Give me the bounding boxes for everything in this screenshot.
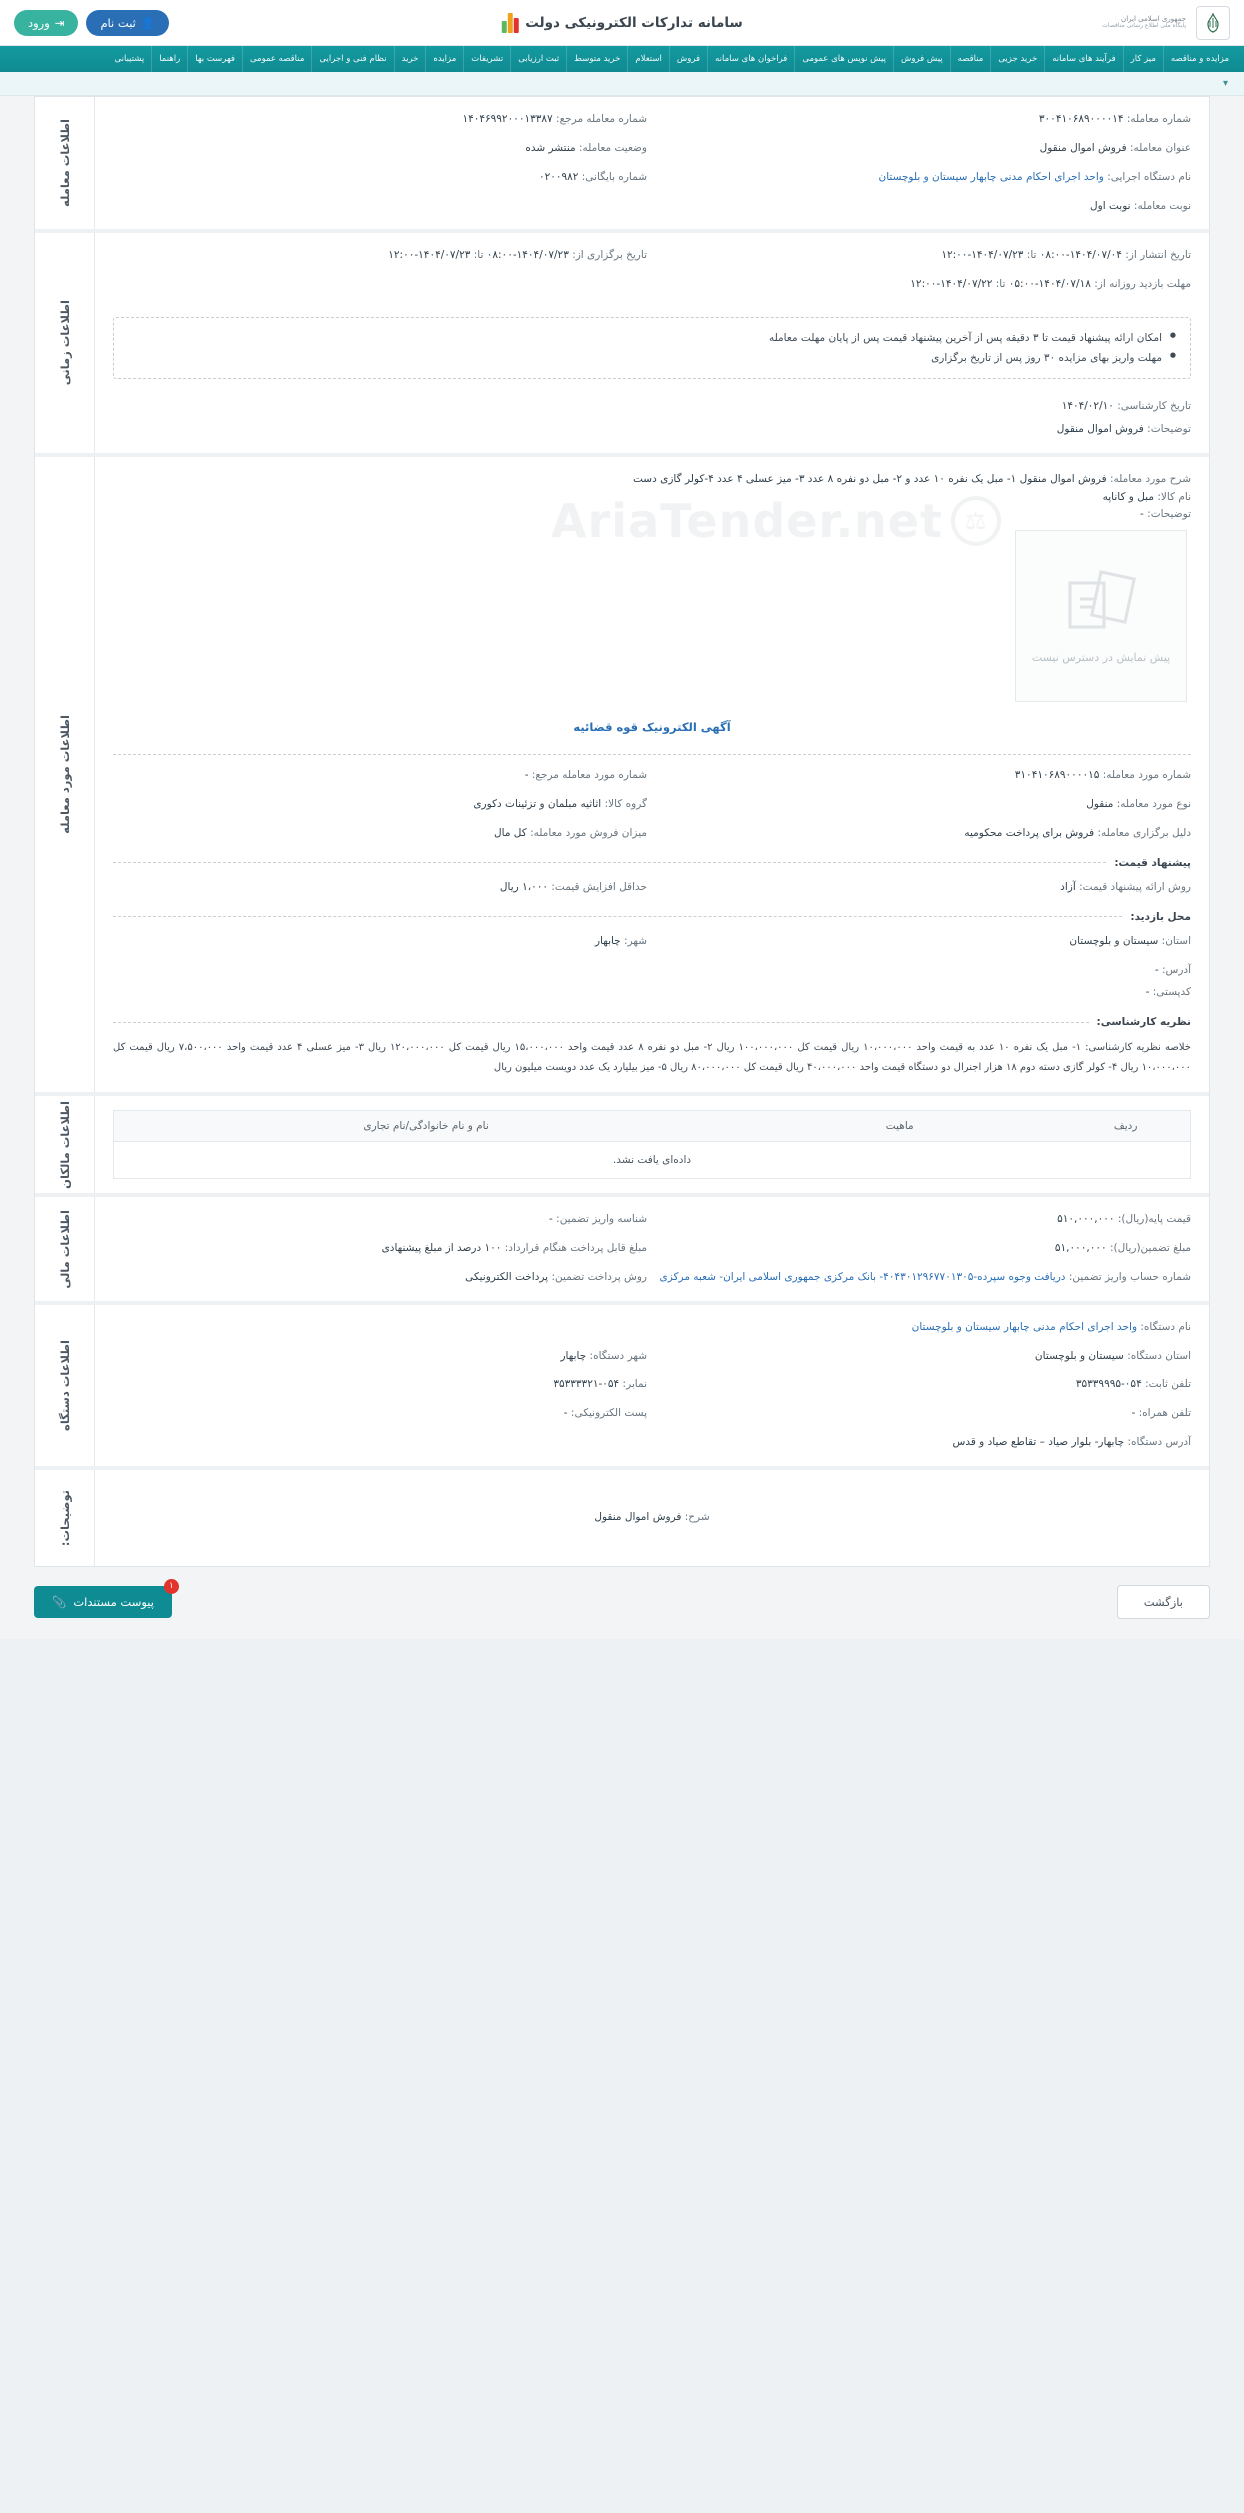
value: فروش اموال منقول — [594, 1511, 682, 1524]
iran-emblem-svg — [1204, 13, 1222, 33]
label: پست الکترونیکی: — [570, 1407, 647, 1420]
divider — [113, 862, 1106, 863]
field-ref-number — [113, 111, 647, 129]
field-deal-title — [657, 140, 1191, 158]
label: حداقل افزایش قیمت: — [551, 880, 647, 893]
value: چابهار- بلوار صیاد – تقاطع صیاد و قدس — [952, 1436, 1125, 1449]
price-offer-title: پیشنهاد قیمت: — [1114, 856, 1191, 869]
label: تلفن ثابت: — [1145, 1378, 1191, 1391]
nav-item-18[interactable]: راهنما — [151, 46, 187, 72]
value: ۱۴۰۴/۰۷/۱۸-۰۵:۰۰ — [1008, 278, 1091, 291]
nav-item-1[interactable]: میز کار — [1123, 46, 1163, 72]
nav-item-16[interactable]: مناقصه عمومی — [242, 46, 311, 72]
field-hold-from — [113, 247, 647, 265]
label: تاریخ کارشناسی: — [1117, 400, 1191, 413]
field-goods-group — [113, 796, 647, 814]
brand-title: سامانه تدارکات الکترونیکی دولت — [525, 14, 743, 31]
auction-gavel-icon — [1062, 569, 1140, 643]
remarks-body — [95, 1470, 1209, 1566]
field-archive-number — [113, 169, 647, 187]
watermark-circle-icon: ⚖ — [951, 496, 1001, 546]
value: نوبت اول — [1090, 199, 1131, 212]
expert-opinion-heading — [113, 1016, 1191, 1028]
section-financial — [35, 1197, 1209, 1305]
label: گروه کالا: — [604, 798, 647, 811]
value: فروش اموال منقول ۱- مبل یک نفره ۱۰ عدد و ۲- مبل دو نفره ۸ عدد ۳- میز عسلی ۴ عدد ۴-کولر گازی دست — [633, 472, 1107, 485]
field-base-price — [657, 1211, 1191, 1229]
label: مبلغ تضمین(ریال): — [1109, 1242, 1191, 1255]
section-deal-info — [35, 97, 1209, 233]
label: دلیل برگزاری معامله: — [1097, 826, 1191, 839]
value: اثاثیه مبلمان و تزئینات دکوری — [473, 798, 602, 811]
attach-label: پیوست مستندات — [73, 1594, 154, 1609]
field-deposit-id — [113, 1211, 647, 1229]
visit-title: محل بازدید: — [1130, 910, 1191, 923]
field-subject-type — [657, 796, 1191, 814]
label: شماره مورد معامله مرجع: — [531, 769, 647, 782]
detail-panel — [34, 96, 1210, 1567]
col-name: نام و نام خانوادگی/نام تجاری — [114, 1111, 739, 1142]
paperclip-icon: 📎 — [52, 1594, 67, 1609]
label: نام کالا: — [1157, 490, 1191, 503]
section-deal-subject — [35, 457, 1209, 1096]
field-subject-number — [657, 767, 1191, 785]
label-text: اطلاعات مالی — [57, 1209, 72, 1289]
nav-item-11[interactable]: ثبت ارزیابی — [510, 46, 566, 72]
sub-header-strip — [0, 72, 1244, 96]
value: کل مال — [494, 826, 527, 839]
field-agency-title — [657, 1319, 1191, 1337]
field-visit-deadline — [657, 276, 1191, 294]
section-label-remarks — [35, 1470, 95, 1566]
nav-item-0[interactable]: مزایده و مناقصه — [1163, 46, 1236, 72]
setadiran-logo-icon — [501, 13, 518, 33]
visit-grid — [113, 933, 1191, 1003]
preview-placeholder — [1015, 530, 1187, 702]
value: مبل و کاناپه — [1102, 490, 1154, 503]
value: ۵۱۰,۰۰۰,۰۰۰ — [1057, 1213, 1115, 1226]
field-agency-fax — [113, 1376, 647, 1394]
watermark-text: AriaTender.net — [551, 494, 943, 549]
agency-body — [95, 1305, 1209, 1466]
price-grid — [113, 879, 1191, 897]
section-label-deal-subject — [35, 457, 95, 1092]
label-text: توضیحات: — [57, 1489, 72, 1546]
value: ۰۵۴-۳۵۳۳۳۳۲۱ — [553, 1378, 620, 1391]
field-subject-ref-number — [113, 767, 647, 785]
label: شهر دستگاه: — [589, 1349, 647, 1362]
time-notices — [113, 317, 1191, 379]
value: واحد اجرای احکام مدنی چابهار سیستان و بلوچستان — [911, 1320, 1138, 1333]
value: - — [524, 769, 529, 782]
label: نام دستگاه اجرایی: — [1107, 170, 1191, 183]
field-agency-province — [657, 1348, 1191, 1366]
label: آدرس دستگاه: — [1127, 1436, 1191, 1449]
login-label: ورود — [28, 15, 50, 30]
value: واحد اجرای احکام مدنی چابهار سیستان و بلوچستان — [878, 170, 1104, 183]
field-remarks — [594, 1509, 709, 1527]
preview-text: پیش نمایش در دسترس نیست — [1031, 650, 1171, 664]
nav-item-2[interactable]: فرآیند های سامانه — [1044, 46, 1122, 72]
label-text: اطلاعات زمانی — [57, 300, 72, 386]
login-arrow-icon: ⇥ — [54, 15, 65, 30]
time-info-grid — [113, 247, 1191, 438]
section-agency — [35, 1305, 1209, 1470]
field-visit-city — [113, 933, 647, 951]
nav-item-6[interactable]: پیش نویس های عمومی — [794, 46, 893, 72]
field-publish-from — [657, 247, 1191, 265]
field-agency-city — [113, 1348, 647, 1366]
field-deal-round — [657, 198, 1191, 216]
divider — [113, 916, 1122, 917]
section-remarks — [35, 1470, 1209, 1566]
label: شهر: — [624, 934, 647, 947]
label: کدپستی: — [1152, 986, 1191, 999]
label: تاریخ برگزاری از: — [572, 249, 647, 262]
section-label-agency — [35, 1305, 95, 1466]
value: چابهار — [594, 934, 621, 947]
divider — [113, 1022, 1089, 1023]
label: نوبت معامله: — [1133, 199, 1191, 212]
label: توضیحات: — [1147, 422, 1191, 435]
deal-info-body — [95, 97, 1209, 229]
notice-item-1: ● مهلت واریز بهای مزایده ۳۰ روز پس از تاریخ برگزاری — [128, 348, 1176, 368]
separator — [113, 754, 1191, 755]
field-subject-description — [113, 471, 1191, 489]
attachment-count-badge: ۱ — [164, 1579, 179, 1594]
value: سیستان و بلوچستان — [1034, 1349, 1124, 1362]
section-owners — [35, 1096, 1209, 1197]
label: مبلغ قابل پرداخت هنگام قرارداد: — [504, 1242, 647, 1255]
nav-item-8[interactable]: فروش — [669, 46, 707, 72]
field-deal-status — [113, 140, 647, 158]
value: ۱۴۰۴/۰۲/۱۰ — [1061, 400, 1114, 413]
owners-table — [113, 1110, 1191, 1179]
field-agency-name — [657, 169, 1191, 187]
table-header-row — [114, 1111, 1191, 1142]
value: ۰۲۰۰۹۸۲ — [538, 170, 579, 183]
value: منقول — [1086, 798, 1114, 811]
value: ۳۱۰۴۱۰۶۸۹۰۰۰۰۱۵ — [1014, 769, 1100, 782]
section-time-info — [35, 233, 1209, 456]
value: منتشر شده — [525, 141, 576, 154]
label: قیمت پایه(ریال): — [1117, 1213, 1191, 1226]
value: آزاد — [1060, 880, 1076, 893]
section-label-owners — [35, 1096, 95, 1193]
label-to: تا: — [995, 278, 1006, 291]
value: ۱۰۰ درصد از مبلغ پیشنهادی — [381, 1242, 502, 1255]
time-info-body — [95, 233, 1209, 452]
label: عنوان معامله: — [1130, 141, 1191, 154]
nav-item-10[interactable]: خرید متوسط — [566, 46, 627, 72]
col-nature: ماهیت — [738, 1111, 1061, 1142]
price-offer-heading — [113, 857, 1191, 869]
label-to: تا: — [1026, 249, 1037, 262]
value: فروش برای پرداخت محکومیه — [964, 826, 1095, 839]
visit-location-heading — [113, 911, 1191, 923]
label-to: تا: — [473, 249, 484, 262]
user-plus-icon: 👤 — [140, 15, 156, 30]
value: - — [549, 1213, 553, 1226]
org-logo-group — [1102, 6, 1230, 40]
brand — [501, 13, 743, 33]
field-deposit-account — [657, 1269, 1191, 1287]
value: ۰۵۴-۳۵۳۳۹۹۹۵ — [1075, 1378, 1142, 1391]
field-agency-phone — [657, 1376, 1191, 1394]
field-price-method — [657, 879, 1191, 897]
emblem-icon — [1196, 6, 1230, 40]
label: شرح: — [684, 1511, 710, 1524]
nav-item-12[interactable]: تشریفات — [463, 46, 510, 72]
value: - — [1131, 1407, 1136, 1420]
field-guarantee-method — [113, 1269, 647, 1287]
value: - — [1140, 508, 1144, 521]
value: - — [1154, 963, 1159, 976]
expert-title: نظریه کارشناسی: — [1096, 1016, 1191, 1029]
label: روش ارائه پیشنهاد قیمت: — [1079, 880, 1191, 893]
field-visit-postcode — [113, 984, 1191, 1002]
label: شناسه واریز تضمین: — [556, 1213, 647, 1226]
empty-state-text: داده‌ای یافت نشد. — [612, 1154, 692, 1167]
label: استان: — [1161, 934, 1191, 947]
label-text: اطلاعات مالکان — [57, 1100, 72, 1189]
field-deal-number — [657, 111, 1191, 129]
label: نمابر: — [622, 1378, 647, 1391]
table-row — [114, 1142, 1191, 1179]
field-time-desc — [113, 421, 1191, 439]
label: میزان فروش مورد معامله: — [530, 826, 647, 839]
chevron-down-icon[interactable]: ▾ — [1222, 78, 1228, 89]
value: - — [563, 1407, 568, 1420]
field-sale-amount — [113, 825, 647, 843]
field-agency-address — [113, 1434, 1191, 1452]
label: شماره معامله: — [1126, 113, 1191, 125]
nav-item-13[interactable]: مزایده — [425, 46, 463, 72]
back-button[interactable]: بازگشت — [1117, 1585, 1210, 1619]
value: ۳۰۰۴۱۰۶۸۹۰۰۰۰۱۴ — [1038, 113, 1124, 125]
value: سیستان و بلوچستان — [1069, 934, 1159, 947]
expert-opinion-text: خلاصه نظریه کارشناسی: ۱- مبل یک نفره ۱۰ عدد به قیمت واحد ۱۰،۰۰۰،۰۰۰ ریال قیمت کل ۱۰۰،۰۰۰،۰۰۰ ریال ۲- مبل دو نفره ۸ عدد قیمت واحد ۱۵،۰۰۰،۰۰۰ ریال قیمت کل ۱۲۰،۰۰۰،۰۰۰ ریال ۳- میز عسلی ۴ عدد قیمت واحد ۷،۵۰۰،۰۰۰ ریال قیمت کل ۱۰،۰۰۰،۰۰۰ ریال ۴- کولر گازی دسته دوم ۱۸ هزار اجنرال دو دستگاه قیمت واحد ۴۰،۰۰۰،۰۰۰ ریال قیمت کل ۸۰،۰۰۰،۰۰۰ ریال ۵- میز بیلیارد یک عدد دویست میلیون ریال — [113, 1042, 1191, 1074]
field-subject-desc2 — [113, 506, 1191, 524]
agency-grid — [113, 1319, 1191, 1452]
nav-item-19[interactable]: پشتیبانی — [114, 54, 145, 64]
value: ۱،۰۰۰ ریال — [499, 880, 549, 893]
bottom-action-bar — [34, 1581, 1210, 1619]
field-guarantee-amount — [657, 1240, 1191, 1258]
label: شماره معامله مرجع: — [556, 113, 647, 125]
value: ۱۴۰۴۶۹۹۲۰۰۰۱۳۳۸۷ — [462, 113, 553, 125]
value: فروش اموال منقول — [1056, 422, 1144, 435]
value: ۱۴۰۴/۰۷/۰۴-۰۸:۰۰ — [1039, 249, 1122, 262]
login-button[interactable] — [14, 10, 78, 36]
main-nav[interactable] — [0, 46, 1244, 72]
value: - — [1145, 986, 1150, 999]
label-text: اطلاعات دستگاه — [57, 1339, 72, 1431]
col-row-index: ردیف — [1061, 1111, 1190, 1142]
field-reason — [657, 825, 1191, 843]
financial-body — [95, 1197, 1209, 1301]
subject-grid — [113, 767, 1191, 843]
label: استان دستگاه: — [1127, 1349, 1191, 1362]
page-content — [0, 96, 1244, 1639]
top-bar — [0, 0, 1244, 46]
field-agency-mobile — [657, 1405, 1191, 1423]
label: آدرس: — [1161, 963, 1191, 976]
field-visit-address — [113, 962, 1191, 980]
auth-buttons — [14, 10, 169, 36]
label: تلفن همراه: — [1138, 1407, 1191, 1420]
label: شماره حساب واریز تضمین: — [1068, 1270, 1191, 1283]
nav-item-15[interactable]: نظام فنی و اجرایی — [311, 46, 393, 72]
field-contract-payment — [113, 1240, 647, 1258]
label-text: اطلاعات مورد معامله — [57, 715, 72, 834]
label: شماره بایگانی: — [581, 170, 647, 183]
label: تاریخ انتشار از: — [1125, 249, 1191, 262]
value: ۵۱,۰۰۰,۰۰۰ — [1054, 1242, 1107, 1255]
value-to: ۱۴۰۴/۰۷/۲۳-۱۲:۰۰ — [941, 249, 1024, 262]
nav-item-3[interactable]: خرید جزیی — [990, 46, 1044, 72]
label: مهلت بازدید روزانه از: — [1094, 278, 1191, 291]
label: نوع مورد معامله: — [1116, 798, 1191, 811]
field-expert-date — [113, 398, 1191, 416]
register-button[interactable] — [86, 10, 169, 36]
field-visit-province — [657, 933, 1191, 951]
value: دریافت وجوه سپرده-۴۰۴۳۰۱۲۹۶۷۷۰۱۳۰۵- بانک مرکزی جمهوری اسلامی ایران- شعبه مرکزی — [659, 1270, 1066, 1283]
deal-info-grid — [113, 111, 1191, 215]
nav-item-5[interactable]: پیش فروش — [893, 46, 950, 72]
section-label-time-info — [35, 233, 95, 452]
value-to: ۱۴۰۴/۰۷/۲۳-۱۲:۰۰ — [388, 249, 471, 262]
nav-item-17[interactable]: فهرست بها — [187, 46, 242, 72]
value: پرداخت الکترونیکی — [465, 1270, 549, 1283]
org-text — [1102, 15, 1186, 30]
owners-body — [95, 1096, 1209, 1193]
nav-item-14[interactable]: خرید — [394, 46, 426, 72]
nav-item-7[interactable]: فراخوان های سامانه — [707, 46, 794, 72]
label: نام دستگاه: — [1140, 1320, 1191, 1333]
register-label: ثبت نام — [100, 15, 136, 30]
judicial-ad-title: آگهی الکترونیک قوه قضائیه — [573, 720, 731, 735]
deal-subject-body — [95, 457, 1209, 1092]
field-agency-email — [113, 1405, 647, 1423]
field-min-increase — [113, 879, 647, 897]
attachments-button[interactable] — [34, 1581, 174, 1618]
value: ۱۴۰۴/۰۷/۲۳-۰۸:۰۰ — [486, 249, 569, 262]
org-line-2: پایگاه ملی اطلاع رسانی مناقصات — [1102, 22, 1186, 30]
financial-grid — [113, 1211, 1191, 1287]
field-goods-name — [113, 489, 1191, 507]
label: شماره مورد معامله: — [1102, 769, 1191, 782]
nav-item-4[interactable]: مناقصه — [950, 46, 991, 72]
label-text: اطلاعات معامله — [57, 119, 72, 208]
nav-item-9[interactable]: استعلام — [627, 46, 668, 72]
label: روش پرداخت تضمین: — [551, 1270, 647, 1283]
notice-item-0: ● امکان ارائه پیشنهاد قیمت تا ۳ دقیقه پس از آخرین پیشنهاد قیمت پس از پایان مهلت معامله — [128, 328, 1176, 348]
label: توضیحات: — [1147, 508, 1191, 521]
value: فروش اموال منقول — [1039, 141, 1127, 154]
value-to: ۱۴۰۴/۰۷/۲۲-۱۲:۰۰ — [910, 278, 993, 291]
section-label-deal-info — [35, 97, 95, 229]
label: شرح مورد معامله: — [1110, 472, 1191, 485]
value: چابهار — [560, 1349, 587, 1362]
label: وضعیت معامله: — [578, 141, 647, 154]
section-label-financial — [35, 1197, 95, 1301]
org-line-1: جمهوری اسلامی ایران — [1121, 15, 1186, 24]
